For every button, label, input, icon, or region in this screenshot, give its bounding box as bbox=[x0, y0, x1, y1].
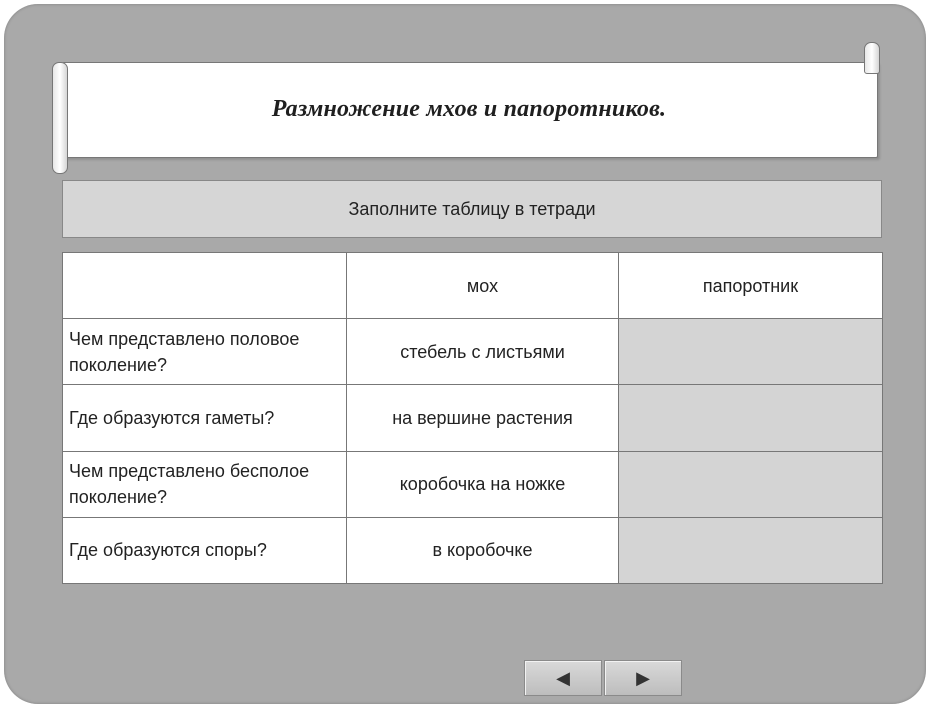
fern-answer-cell[interactable] bbox=[619, 517, 883, 583]
comparison-table bbox=[62, 252, 883, 584]
question-cell: Где образуются гаметы? bbox=[63, 385, 347, 451]
table-row bbox=[63, 385, 883, 451]
fern-answer-cell[interactable] bbox=[619, 319, 883, 385]
header-cell-fern: папоротник bbox=[619, 253, 883, 319]
moss-answer-cell: на вершине растения bbox=[347, 385, 619, 451]
table-header-row bbox=[63, 253, 883, 319]
instruction-bar: Заполните таблицу в тетради bbox=[62, 180, 882, 238]
question-cell: Чем представлено бесполое поколение? bbox=[63, 451, 347, 517]
fern-answer-cell[interactable] bbox=[619, 385, 883, 451]
next-slide-button[interactable] bbox=[604, 660, 682, 696]
header-cell-empty bbox=[63, 253, 347, 319]
moss-answer-cell: коробочка на ножке bbox=[347, 451, 619, 517]
table-row bbox=[63, 451, 883, 517]
moss-answer-cell: в коробочке bbox=[347, 517, 619, 583]
slide-title: Размножение мхов и папоротников. bbox=[271, 95, 667, 122]
header-cell-moss: мох bbox=[347, 253, 619, 319]
fern-answer-cell[interactable] bbox=[619, 451, 883, 517]
moss-answer-cell: стебель с листьями bbox=[347, 319, 619, 385]
question-cell: Где образуются споры? bbox=[63, 517, 347, 583]
slide-navigation bbox=[524, 660, 682, 694]
table-row bbox=[63, 517, 883, 583]
table-row bbox=[63, 319, 883, 385]
previous-slide-button[interactable] bbox=[524, 660, 602, 696]
question-cell: Чем представлено половое поколение? bbox=[63, 319, 347, 385]
triangle-right-icon: ▶ bbox=[636, 667, 650, 688]
triangle-left-icon: ◀ bbox=[556, 667, 570, 688]
title-scroll-banner bbox=[52, 58, 878, 158]
